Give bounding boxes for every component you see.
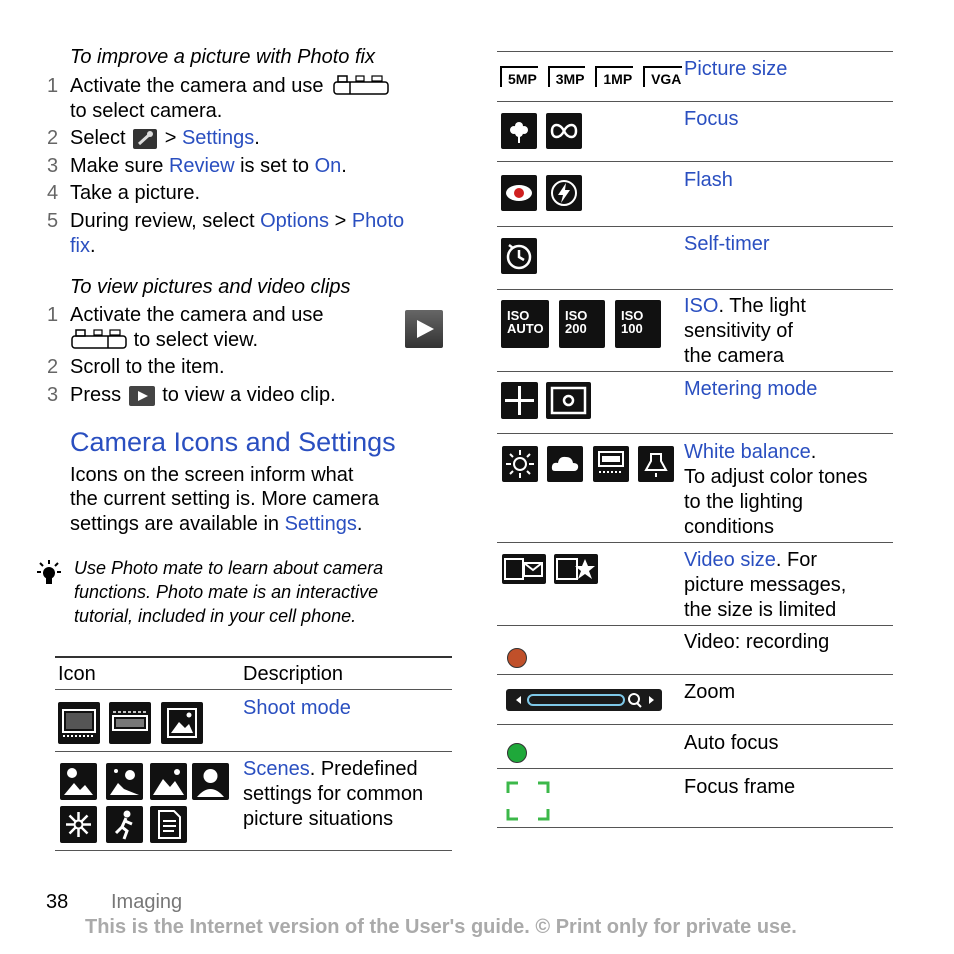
step-text-pre: Make sure bbox=[70, 155, 164, 177]
iso-link[interactable]: ISO bbox=[684, 295, 719, 317]
table-rule bbox=[497, 724, 893, 725]
step-text bbox=[70, 328, 258, 357]
focus-infinity-icon bbox=[546, 113, 582, 149]
scene-document-icon bbox=[150, 806, 187, 843]
body-text: settings are available in bbox=[70, 513, 280, 535]
iso-200-icon bbox=[559, 300, 605, 348]
shoot-mode-frames-icon bbox=[161, 702, 203, 744]
step-text: Activate the camera and use bbox=[70, 304, 324, 326]
step-number: 3 bbox=[47, 155, 59, 177]
tip-line: Use Photo mate to learn about camera bbox=[74, 558, 384, 578]
zoom-bar-icon bbox=[506, 689, 662, 711]
white-balance-link[interactable]: White balance bbox=[684, 441, 811, 463]
tip-text bbox=[74, 556, 383, 628]
step-end: . bbox=[341, 155, 347, 177]
footer-section: Imaging bbox=[111, 891, 183, 913]
table-rule bbox=[55, 689, 452, 690]
step-text-post: to select camera. bbox=[70, 100, 223, 122]
tip-line: functions. Photo mate is an interactive bbox=[74, 582, 379, 602]
video-size-mms-icon bbox=[502, 554, 546, 584]
video-size-description bbox=[684, 548, 846, 623]
step-end: . bbox=[254, 127, 260, 149]
picture-size-link[interactable]: Picture size bbox=[684, 58, 788, 80]
step-text-pre: Select bbox=[70, 127, 126, 149]
scene-night-portrait-icon bbox=[60, 763, 97, 800]
focus-frame-icon bbox=[506, 781, 552, 828]
wb-fluorescent-icon bbox=[593, 446, 629, 482]
separator: > bbox=[164, 127, 177, 149]
step-text-post: to view a video clip. bbox=[162, 384, 336, 406]
metering-center-icon bbox=[501, 382, 538, 419]
tip-bulb-icon bbox=[32, 558, 66, 597]
play-icon-large bbox=[405, 310, 443, 348]
desc-text: conditions bbox=[684, 516, 775, 538]
step-text-pre: Press bbox=[70, 384, 122, 406]
step-text: Take a picture. bbox=[70, 182, 201, 204]
auto-focus-dot-icon bbox=[507, 743, 527, 763]
step-text-pre: During review, select bbox=[70, 210, 255, 232]
iso-value: 100 bbox=[621, 321, 643, 336]
wb-daylight-icon bbox=[502, 446, 538, 482]
metering-mode-link[interactable]: Metering mode bbox=[684, 378, 818, 400]
recording-label: Video: recording bbox=[684, 631, 830, 653]
column-header-description: Description bbox=[243, 663, 344, 685]
step-text: Scroll to the item. bbox=[70, 356, 225, 378]
shoot-mode-photo-icon bbox=[58, 702, 100, 744]
tip-line: tutorial, included in your cell phone. bbox=[74, 606, 357, 626]
settings-wrench-icon bbox=[133, 129, 157, 149]
photo-fix-link-cont[interactable]: fix bbox=[70, 235, 90, 257]
step-text bbox=[70, 209, 404, 234]
table-rule bbox=[497, 226, 893, 227]
wb-description bbox=[684, 440, 867, 540]
picture-size-icons bbox=[500, 66, 682, 87]
page-number: 38 bbox=[46, 891, 69, 913]
scene-landscape-icon bbox=[150, 763, 187, 800]
video-size-favorite-icon bbox=[554, 554, 598, 584]
size-5mp-icon: 5MP bbox=[500, 66, 538, 87]
table-rule bbox=[55, 751, 452, 752]
desc-text: picture messages, bbox=[684, 574, 847, 596]
step-text bbox=[70, 383, 336, 408]
table-rule bbox=[497, 101, 893, 102]
metering-spot-icon bbox=[546, 382, 591, 419]
desc-text: . Predefined bbox=[309, 758, 418, 780]
size-1mp-icon: 1MP bbox=[595, 66, 633, 87]
settings-link[interactable]: Settings bbox=[284, 513, 357, 535]
iso-description bbox=[684, 294, 806, 369]
step-number: 3 bbox=[47, 384, 59, 406]
table-rule bbox=[497, 161, 893, 162]
desc-text: the camera bbox=[684, 345, 785, 367]
scenes-link[interactable]: Scenes bbox=[243, 758, 310, 780]
table-top-rule bbox=[55, 656, 452, 658]
table-rule bbox=[497, 51, 893, 52]
iso-label: ISO bbox=[565, 308, 588, 323]
review-link[interactable]: Review bbox=[168, 155, 235, 177]
scene-portrait-icon bbox=[192, 763, 229, 800]
shoot-mode-link[interactable]: Shoot mode bbox=[243, 697, 351, 719]
flash-auto-icon bbox=[546, 175, 582, 211]
step-number: 5 bbox=[47, 210, 59, 232]
footer-notice: This is the Internet version of the User's guide. © Print only for private use. bbox=[85, 916, 797, 938]
table-rule bbox=[497, 674, 893, 675]
scenes-description bbox=[243, 757, 423, 832]
settings-link[interactable]: Settings bbox=[181, 127, 255, 149]
view-pictures-heading: To view pictures and video clips bbox=[70, 276, 351, 298]
desc-text: sensitivity of bbox=[684, 320, 793, 342]
scene-night-mode-icon bbox=[106, 763, 143, 800]
section-body-line: Icons on the screen inform what bbox=[70, 464, 354, 486]
table-rule bbox=[497, 433, 893, 434]
size-vga-icon: VGA bbox=[643, 66, 682, 87]
table-rule bbox=[497, 371, 893, 372]
recording-dot-icon bbox=[507, 648, 527, 668]
iso-label: ISO bbox=[621, 308, 644, 323]
desc-text: . For bbox=[775, 549, 818, 571]
section-title: Camera Icons and Settings bbox=[70, 427, 396, 457]
auto-focus-label: Auto focus bbox=[684, 732, 779, 754]
section-body-line bbox=[70, 512, 362, 537]
table-rule bbox=[497, 768, 893, 769]
table-rule bbox=[497, 827, 893, 828]
focus-frame-label: Focus frame bbox=[684, 776, 796, 798]
video-size-link[interactable]: Video size bbox=[684, 549, 776, 571]
desc-text: the size is limited bbox=[684, 599, 837, 621]
scene-sports-icon bbox=[106, 806, 143, 843]
photo-fix-heading: To improve a picture with Photo fix bbox=[70, 46, 375, 68]
self-timer-link[interactable]: Self-timer bbox=[684, 233, 770, 255]
step-number: 1 bbox=[47, 75, 59, 97]
step-text-cont bbox=[70, 234, 96, 259]
focus-link[interactable]: Focus bbox=[684, 108, 739, 130]
shoot-mode-panorama-icon bbox=[109, 702, 151, 744]
desc-text: To adjust color tones bbox=[684, 466, 868, 488]
desc-text: settings for common bbox=[243, 783, 424, 805]
step-text-post: to select view. bbox=[133, 329, 259, 351]
desc-text: . bbox=[810, 441, 817, 463]
body-end: . bbox=[356, 513, 363, 535]
step-number: 4 bbox=[47, 182, 59, 204]
step-text bbox=[70, 126, 260, 151]
desc-text: . The light bbox=[718, 295, 806, 317]
flash-red-eye-icon bbox=[501, 175, 537, 211]
iso-auto-icon bbox=[501, 300, 549, 348]
step-number: 2 bbox=[47, 127, 59, 149]
table-rule bbox=[497, 289, 893, 290]
section-body-line: the current setting is. More camera bbox=[70, 488, 380, 510]
on-link[interactable]: On bbox=[314, 155, 342, 177]
iso-label: ISO bbox=[507, 308, 530, 323]
desc-text: to the lighting bbox=[684, 491, 803, 513]
scene-beach-snow-icon bbox=[60, 806, 97, 843]
size-3mp-icon: 3MP bbox=[548, 66, 586, 87]
column-header-icon: Icon bbox=[58, 663, 96, 685]
step-number: 1 bbox=[47, 304, 59, 326]
step-number: 2 bbox=[47, 356, 59, 378]
wb-cloudy-icon bbox=[547, 446, 583, 482]
focus-macro-icon bbox=[501, 113, 537, 149]
wb-incandescent-icon bbox=[638, 446, 674, 482]
step-end: . bbox=[90, 235, 96, 257]
view-mode-icon bbox=[70, 328, 128, 357]
table-rule bbox=[497, 542, 893, 543]
iso-100-icon bbox=[615, 300, 661, 348]
self-timer-icon bbox=[501, 238, 537, 274]
zoom-label: Zoom bbox=[684, 681, 736, 703]
play-icon bbox=[129, 386, 155, 406]
photo-fix-link[interactable]: Photo bbox=[351, 210, 405, 232]
flash-link[interactable]: Flash bbox=[684, 169, 733, 191]
separator: > bbox=[334, 210, 347, 232]
table-rule bbox=[55, 850, 452, 851]
step-text-mid: is set to bbox=[240, 155, 309, 177]
iso-value: AUTO bbox=[507, 321, 544, 336]
step-text-pre: Activate the camera and use bbox=[70, 75, 324, 97]
desc-text: picture situations bbox=[243, 808, 394, 830]
iso-value: 200 bbox=[565, 321, 587, 336]
camera-mode-icon bbox=[332, 74, 390, 103]
options-link[interactable]: Options bbox=[260, 210, 330, 232]
table-rule bbox=[497, 625, 893, 626]
step-text bbox=[70, 154, 347, 179]
